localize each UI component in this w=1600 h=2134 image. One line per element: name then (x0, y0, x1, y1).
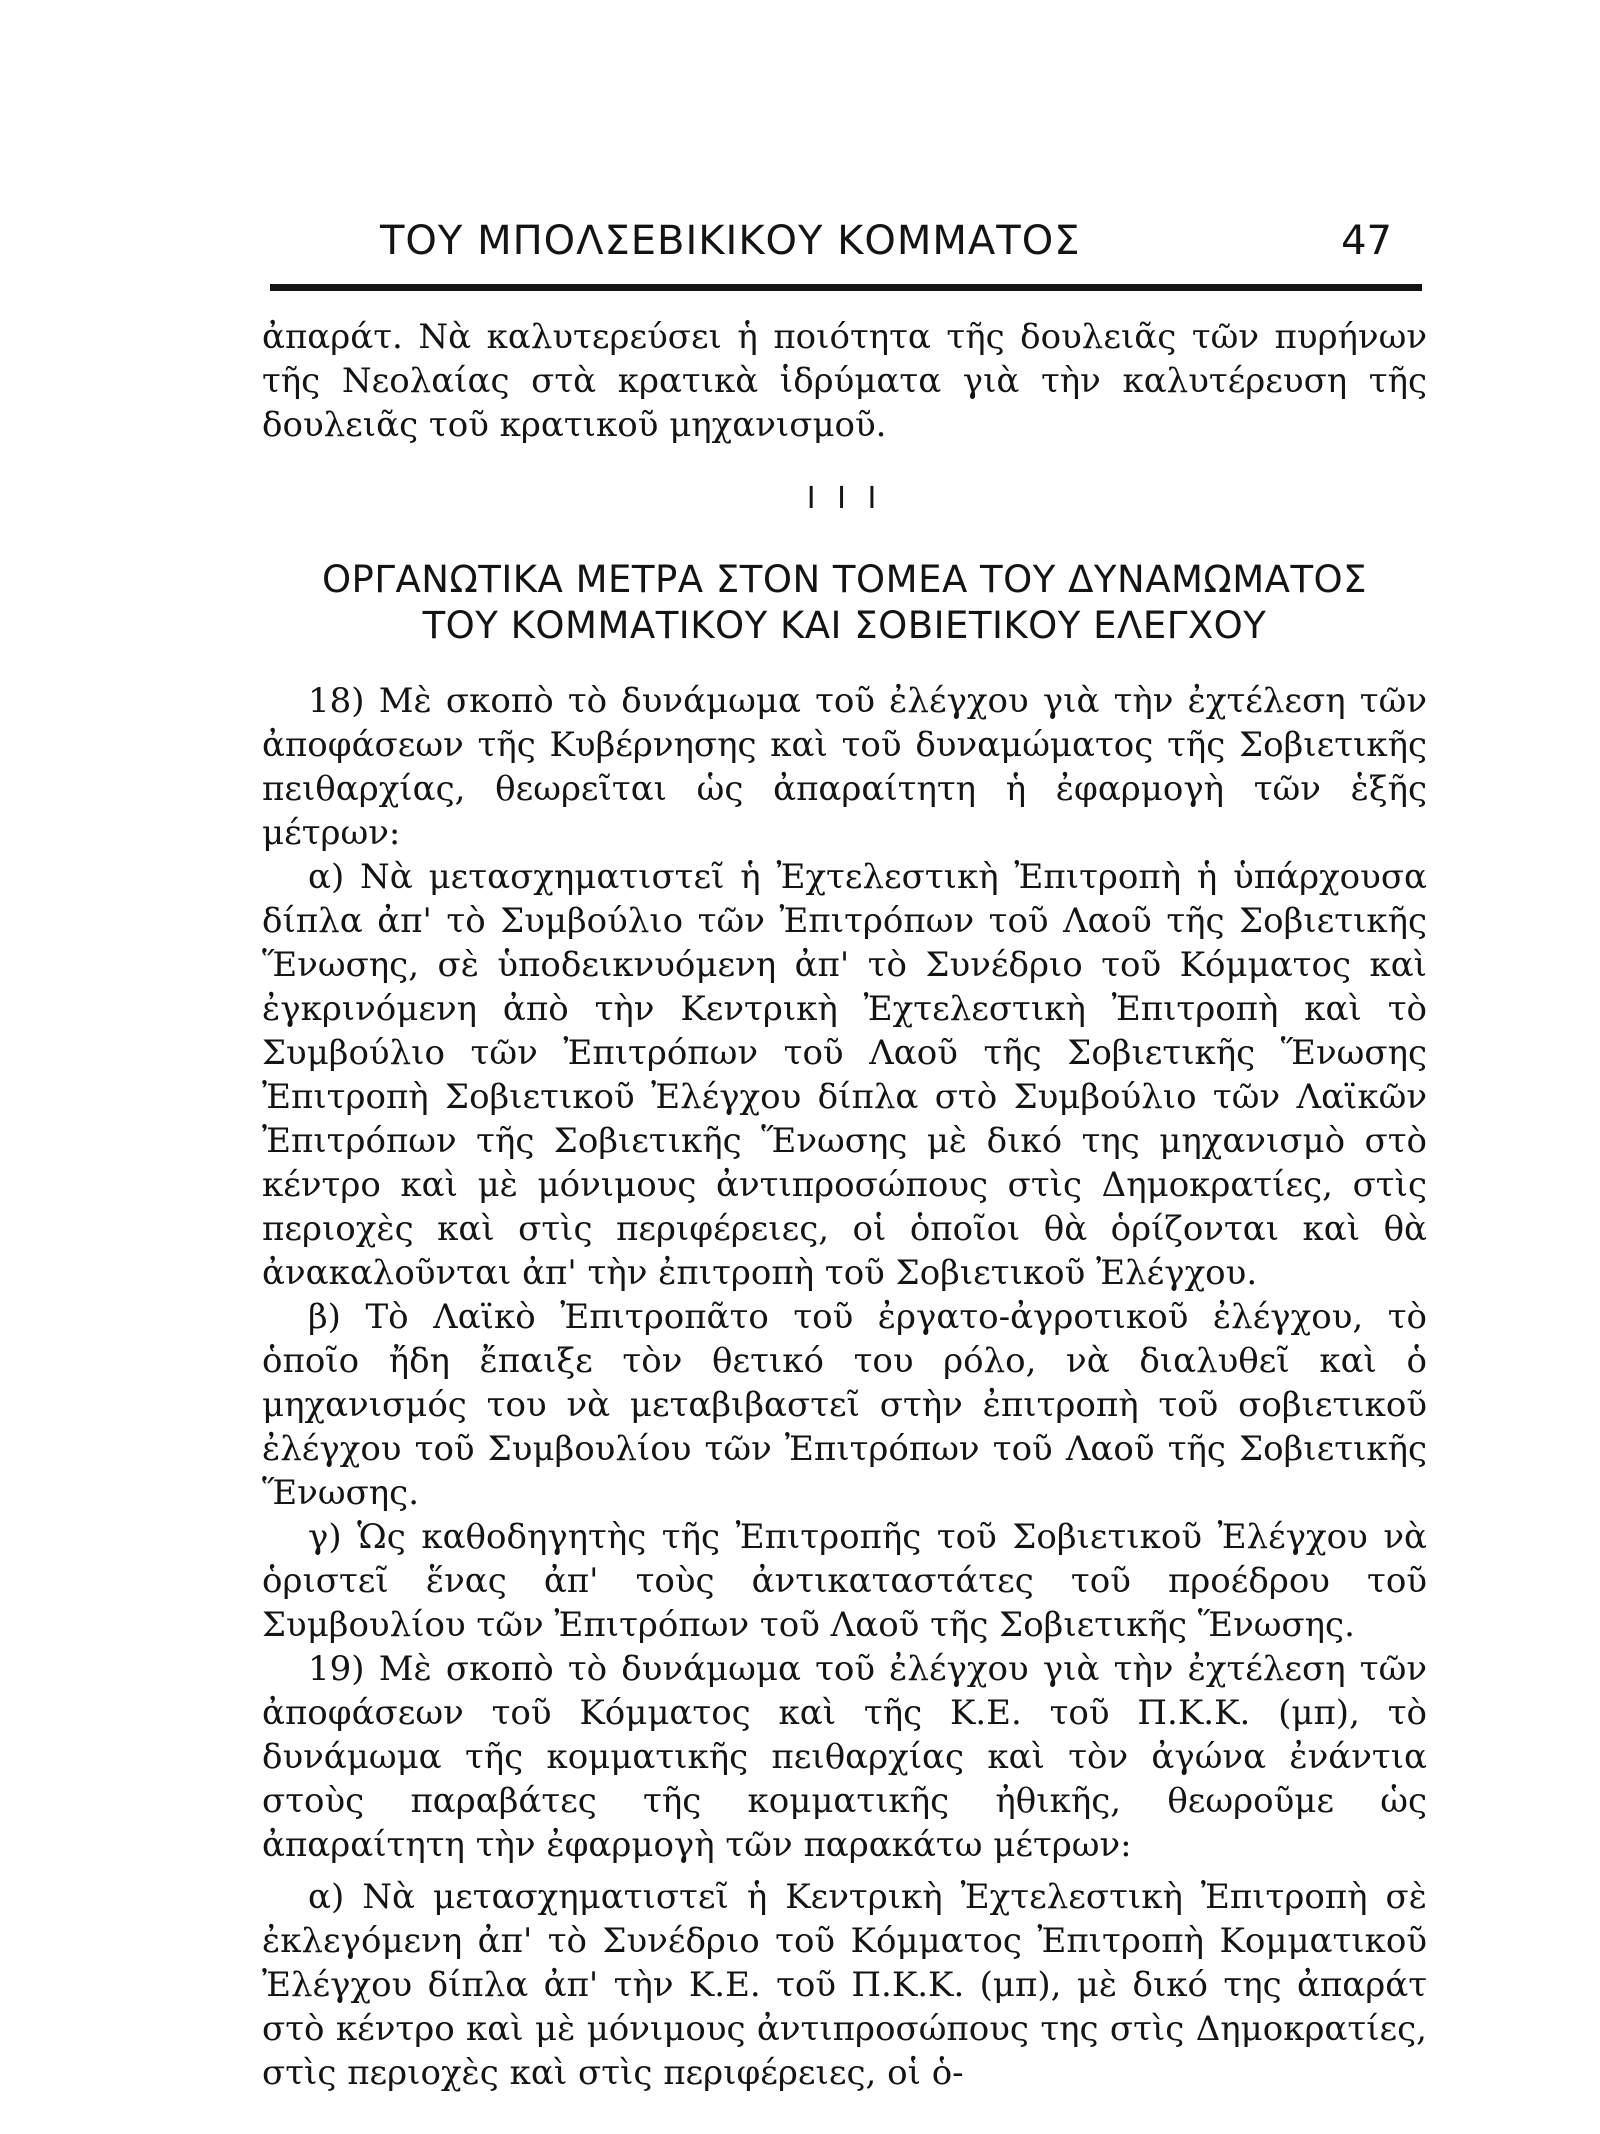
section-heading-line-2: ΤΟΥ ΚΟΜΜΑΤΙΚΟΥ ΚΑΙ ΣΟΒΙΕΤΙΚΟΥ ΕΛΕΓΧΟΥ (422, 604, 1267, 647)
paragraph-gap (262, 1867, 1427, 1875)
intro-paragraph: ἀπαράτ. Νὰ καλυτερεύσει ἡ ποιότητα τῆς δουλειᾶς τῶν πυρήνων τῆς Νεολαίας στὰ κρατικὰ ἱδρύματα γιὰ τὴν καλυτέρευση τῆς δουλειᾶς τοῦ κρατικοῦ μηχανισμοῦ. (262, 317, 1427, 445)
item-18a: α) Νὰ μετασχηματιστεῖ ἡ Ἐχτελεστικὴ Ἐπιτροπὴ ἡ ὑπάρχουσα δίπλα ἀπ' τὸ Συμβούλιο τῶν Ἐπιτρόπων τοῦ Λαοῦ τῆς Σοβιετικῆς Ἕνωσης, σὲ ὑποδεικνυόμενη ἀπ' τὸ Συνέδριο τοῦ Κόμματος καὶ ἐγκρινόμενη ἀπὸ τὴν Κεντρικὴ Ἐχτελεστικὴ Ἐπιτροπὴ καὶ τὸ Συμβούλιο τῶν Ἐπιτρόπων τοῦ Λαοῦ τῆς Σοβιετικῆς Ἕνωσης Ἐπιτροπὴ Σοβιετικοῦ Ἐλέγχου δίπλα στὸ Συμβούλιο τῶν Λαϊκῶν Ἐπιτρόπων τῆς Σοβιετικῆς Ἕνωσης μὲ δικό της μηχανισμὸ στὸ κέντρο καὶ μὲ μόνιμους ἀντιπροσώπους στὶς Δημοκρατίες, στὶς περιοχὲς καὶ στὶς περιφέρειες, οἱ ὁποῖοι θὰ ὁρίζονται καὶ θὰ ἀνακαλοῦνται ἀπ' τὴν ἐπιτροπὴ τοῦ Σοβιετικοῦ Ἐλέγχου. (262, 857, 1427, 1293)
part-marker: I I I (806, 481, 883, 516)
header-rule (270, 284, 1422, 291)
running-title: ΤΟΥ ΜΠΟΛΣΕΒΙΚΙΚΟΥ ΚΟΜΜΑΤΟΣ (380, 218, 1081, 264)
section-heading (262, 557, 1427, 649)
page-body (262, 315, 1427, 2095)
running-head (380, 218, 1420, 274)
item-19a: α) Νὰ μετασχηματιστεῖ ἡ Κεντρικὴ Ἐχτελεστικὴ Ἐπιτροπὴ σὲ ἐκλεγόμενη ἀπ' τὸ Συνέδριο τοῦ Κόμματος Ἐπιτροπὴ Κομματικοῦ Ἐλέγχου δίπλα ἀπ' τὴν Κ.Ε. τοῦ Π.Κ.Κ. (μπ), μὲ δικό της ἀπαράτ στὸ κέντρο καὶ μὲ μόνιμους ἀντιπροσώπους της στὶς Δημοκρατίες, στὶς περιοχὲς καὶ στὶς περιφέρειες, οἱ ὁ- (262, 1877, 1427, 2093)
item-18c: γ) Ὡς καθοδηγητὴς τῆς Ἐπιτροπῆς τοῦ Σοβιετικοῦ Ἐλέγχου νὰ ὁριστεῖ ἕνας ἀπ' τοὺς ἀντικαταστάτες τοῦ προέδρου τοῦ Συμβουλίου τῶν Ἐπιτρόπων τοῦ Λαοῦ τῆς Σοβιετικῆς Ἕνωσης. (262, 1517, 1427, 1645)
item-18b: β) Τὸ Λαϊκὸ Ἐπιτροπᾶτο τοῦ ἐργατο-ἀγροτικοῦ ἐλέγχου, τὸ ὁποῖο ἤδη ἔπαιξε τὸν θετικό του ρόλο, νὰ διαλυθεῖ καὶ ὁ μηχανισμός του νὰ μεταβιβαστεῖ στὴν ἐπιτροπὴ τοῦ σοβιετικοῦ ἐλέγχου τοῦ Συμβουλίου τῶν Ἐπιτρόπων τοῦ Λαοῦ τῆς Σοβιετικῆς Ἕνωσης. (262, 1297, 1427, 1513)
page-number: 47 (1341, 218, 1392, 264)
section-heading-line-1: ΟΡΓΑΝΩΤΙΚΑ ΜΕΤΡΑ ΣΤΟΝ ΤΟΜΕΑ ΤΟΥ ΔΥΝΑΜΩΜΑΤΟΣ (321, 558, 1368, 601)
paragraph-19: 19) Μὲ σκοπὸ τὸ δυνάμωμα τοῦ ἐλέγχου γιὰ τὴν ἐχτέλεση τῶν ἀποφάσεων τοῦ Κόμματος καὶ τῆς Κ.Ε. τοῦ Π.Κ.Κ. (μπ), τὸ δυνάμωμα τῆς κομματικῆς πειθαρχίας καὶ τὸν ἀγώνα ἐνάντια στοὺς παραβάτες τῆς κομματικῆς ἠθικῆς, θεωροῦμε ὡς ἀπαραίτητη τὴν ἐφαρμογὴ τῶν παρακάτω μέτρων: (262, 1649, 1427, 1865)
paragraph-18: 18) Μὲ σκοπὸ τὸ δυνάμωμα τοῦ ἐλέγχου γιὰ τὴν ἐχτέλεση τῶν ἀποφάσεων τῆς Κυβέρνησης καὶ τοῦ δυναμώματος τῆς Σοβιετικῆς πειθαρχίας, θεωρεῖται ὡς ἀπαραίτητη ἡ ἐφαρμογὴ τῶν ἑξῆς μέτρων: (262, 681, 1427, 853)
